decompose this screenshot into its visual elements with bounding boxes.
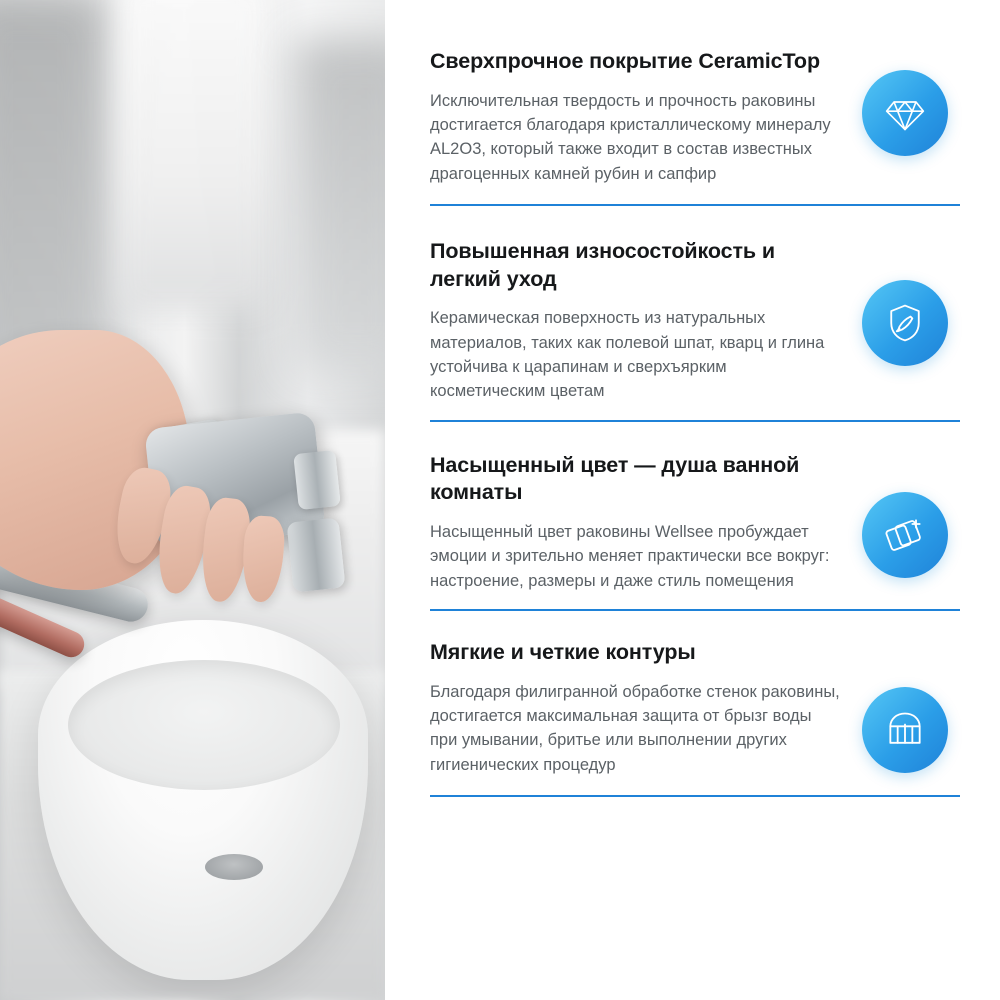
feature-body: Исключительная твердость и прочность раковины достигается благодаря кристаллическому минералу AL2O3, который также входит в состав известных драгоценных камней рубин и сапфир xyxy=(430,91,831,183)
features-list xyxy=(385,0,1000,1000)
photo-blur-right xyxy=(295,40,385,370)
feature-title: Сверхпрочное покрытие CeramicTop xyxy=(430,49,820,73)
feature-body: Керамическая поверхность из натуральных материалов, таких как полевой шпат, кварц и глина устойчива к царапинам и сверхъярким косметическим цветам xyxy=(430,309,825,401)
feature-title: Насыщенный цвет — душа ванной комнаты xyxy=(430,452,800,505)
shield-icon xyxy=(862,280,948,366)
feature-title: Повышенная износостойкость и легкий уход xyxy=(430,239,776,291)
diamond-icon xyxy=(862,70,948,156)
feature-item-contours xyxy=(385,611,1000,797)
feature-item-ceramictop xyxy=(385,0,1000,206)
feature-divider-wrap xyxy=(385,186,1000,206)
color-swatch-icon xyxy=(862,492,948,578)
feature-body: Благодаря филигранной обработке стенок раковины, достигается максимальная защита от брызг воды при умывании, бритье или выполнении других гигиенических процедур xyxy=(430,682,840,774)
feature-title: Мягкие и четкие контуры xyxy=(430,640,696,665)
spray-gun-knob-upper xyxy=(293,450,341,510)
sink-basin-inner xyxy=(68,660,340,790)
feature-divider-wrap xyxy=(385,404,1000,422)
shell-icon xyxy=(862,687,948,773)
photo-blur-window xyxy=(120,0,270,310)
feature-item-color xyxy=(385,422,1000,611)
feature-item-durability xyxy=(385,206,1000,422)
feature-divider-wrap xyxy=(385,593,1000,611)
product-photo xyxy=(0,0,385,1000)
spray-gun-knob-lower xyxy=(286,517,345,592)
feature-body: Насыщенный цвет раковины Wellsee пробуждает эмоции и зрительно меняет практически все вокруг: настроение, размеры и даже стиль помещения xyxy=(430,522,830,590)
feature-divider xyxy=(430,795,960,797)
feature-divider-wrap xyxy=(385,777,1000,797)
sink-drain xyxy=(205,854,263,880)
